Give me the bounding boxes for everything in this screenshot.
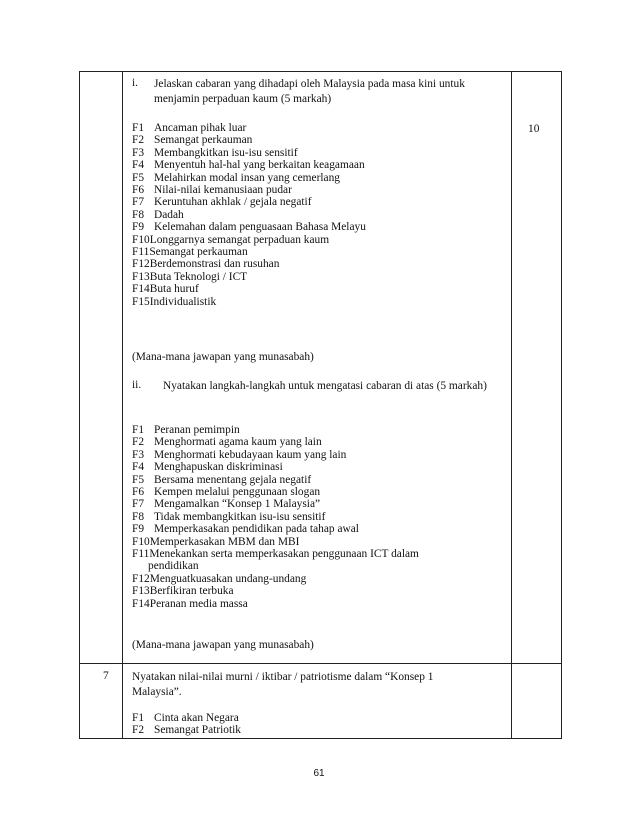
question-i-text: Jelaskan cabaran yang dihadapi oleh Malaysia pada masa kini untuk menjamin perpaduan kaum (5 markah) (154, 78, 465, 105)
item-text: Mengamalkan “Konsep 1 Malaysia” (154, 498, 321, 511)
item-text: Bersama menentang gejala negatif (154, 473, 312, 486)
item-text: Buta Teknologi / ICT (149, 270, 248, 283)
item-code: F1 (132, 122, 145, 134)
list-item (132, 548, 419, 560)
list-item (132, 283, 366, 295)
list-item (132, 436, 419, 448)
list-item (132, 712, 241, 724)
item-text: Buta huruf (149, 283, 199, 296)
item-text: Ancaman pihak luar (154, 122, 247, 134)
list-item (132, 196, 366, 208)
item-text: Berfikiran terbuka (149, 585, 234, 598)
list-item (132, 474, 419, 486)
item-text: Melahirkan modal insan yang cemerlang (154, 171, 340, 184)
item-code: F2 (132, 724, 145, 737)
list-item (132, 147, 366, 159)
item-code: F10 (132, 535, 150, 548)
item-text: Menghapuskan diskriminasi (154, 461, 283, 474)
list-item (132, 296, 366, 308)
mark-value: 10 (528, 123, 540, 135)
answer-list-7 (132, 712, 241, 737)
item-code: F9 (132, 523, 145, 536)
item-code: F7 (132, 498, 145, 511)
item-text: Nilai-nilai kemanusiaan pudar (154, 184, 292, 197)
question-ii-text: Nyatakan langkah-langkah untuk mengatasi cabaran di atas (5 markah) (163, 380, 487, 392)
list-item (132, 598, 419, 610)
item-text: Longgarnya semangat perpaduan kaum (149, 233, 330, 246)
item-text: Individualistik (149, 295, 217, 308)
item-text: Keruntuhan akhlak / gejala negatif (154, 196, 312, 209)
list-item (132, 523, 419, 535)
question-number: 7 (103, 670, 109, 682)
item-text: Menekankan serta memperkasakan penggunaan ICT dalam (149, 548, 419, 561)
item-code: F4 (132, 159, 145, 172)
item-code: F1 (132, 424, 145, 436)
item-code: F9 (132, 221, 145, 234)
page-number: 61 (313, 768, 325, 779)
item-code: F8 (132, 208, 145, 221)
note-i: (Mana-mana jawapan yang munasabah) (132, 351, 314, 363)
item-text: Peranan media massa (149, 597, 248, 610)
list-item (132, 134, 366, 146)
item-text: Kempen melalui penggunaan slogan (154, 486, 321, 499)
column-divider-2 (511, 72, 512, 738)
item-text: Cinta akan Negara (154, 712, 239, 724)
list-item (132, 724, 241, 736)
list-item (132, 449, 419, 461)
item-text: Menghormati kebudayaan kaum yang lain (154, 448, 347, 461)
item-code: F13 (132, 585, 150, 598)
list-item (132, 221, 366, 233)
item-text: Memperkasakan MBM dan MBI (149, 535, 300, 548)
item-code: F11 (132, 548, 150, 561)
answer-list-i (132, 122, 366, 308)
list-item (132, 122, 366, 134)
list-item (132, 486, 419, 498)
item-text: Menyentuh hal-hal yang berkaitan keagamaan (154, 159, 365, 172)
item-text: Peranan pemimpin (154, 424, 240, 436)
item-code: F2 (132, 436, 145, 449)
item-text: Semangat Patriotik (154, 724, 241, 737)
item-code: F1 (132, 712, 145, 724)
list-item (132, 573, 419, 585)
list-item (132, 172, 366, 184)
item-text: pendidikan (148, 560, 199, 573)
list-item (132, 209, 366, 221)
item-code: F8 (132, 510, 145, 523)
list-item (132, 159, 366, 171)
item-code: F10 (132, 233, 150, 246)
list-item (132, 585, 419, 597)
row-divider (80, 663, 561, 664)
item-text: Kelemahan dalam penguasaan Bahasa Melayu (154, 221, 366, 234)
item-text: Semangat perkauman (154, 134, 253, 147)
list-item (132, 184, 366, 196)
answer-list-ii (132, 424, 419, 610)
note-ii: (Mana-mana jawapan yang munasabah) (132, 639, 314, 651)
item-code: F3 (132, 146, 145, 159)
item-text: Dadah (154, 208, 184, 221)
list-item (132, 461, 419, 473)
item-code: F14 (132, 283, 150, 296)
item-text: Tidak membangkitkan isu-isu sensitif (154, 510, 326, 523)
column-divider-1 (122, 72, 123, 738)
question-7-text: Nyatakan nilai-nilai murni / iktibar / patriotisme dalam “Konsep 1 Malaysia”. (132, 671, 434, 698)
item-code: F13 (132, 270, 150, 283)
item-code: F6 (132, 184, 145, 197)
list-item (132, 498, 419, 510)
item-code: F15 (132, 295, 150, 308)
item-text: Memperkasakan pendidikan pada tahap awal (154, 523, 359, 536)
list-item (132, 424, 419, 436)
item-code: F5 (132, 171, 145, 184)
item-code: F6 (132, 486, 145, 499)
item-text: Membangkitkan isu-isu sensitif (154, 146, 298, 159)
list-item (132, 536, 419, 548)
item-code: F4 (132, 461, 145, 474)
item-text: Menghormati agama kaum yang lain (154, 436, 322, 449)
item-code: F12 (132, 258, 150, 271)
item-code: F14 (132, 597, 150, 610)
item-code: F11 (132, 246, 150, 259)
list-item (132, 271, 366, 283)
item-code: F7 (132, 196, 145, 209)
list-item (132, 234, 366, 246)
item-code: F12 (132, 572, 150, 585)
list-item (132, 560, 419, 572)
item-code: F2 (132, 134, 145, 147)
answer-table (79, 71, 562, 739)
item-code: F3 (132, 448, 145, 461)
question-i-number: i. (132, 77, 139, 89)
question-ii-number: ii. (132, 379, 142, 391)
list-item (132, 246, 366, 258)
list-item (132, 511, 419, 523)
item-text: Menguatkuasakan undang-undang (149, 572, 307, 585)
item-text: Semangat perkauman (149, 246, 248, 259)
item-code: F5 (132, 473, 145, 486)
list-item (132, 258, 366, 270)
item-text: Berdemonstrasi dan rusuhan (149, 258, 280, 271)
